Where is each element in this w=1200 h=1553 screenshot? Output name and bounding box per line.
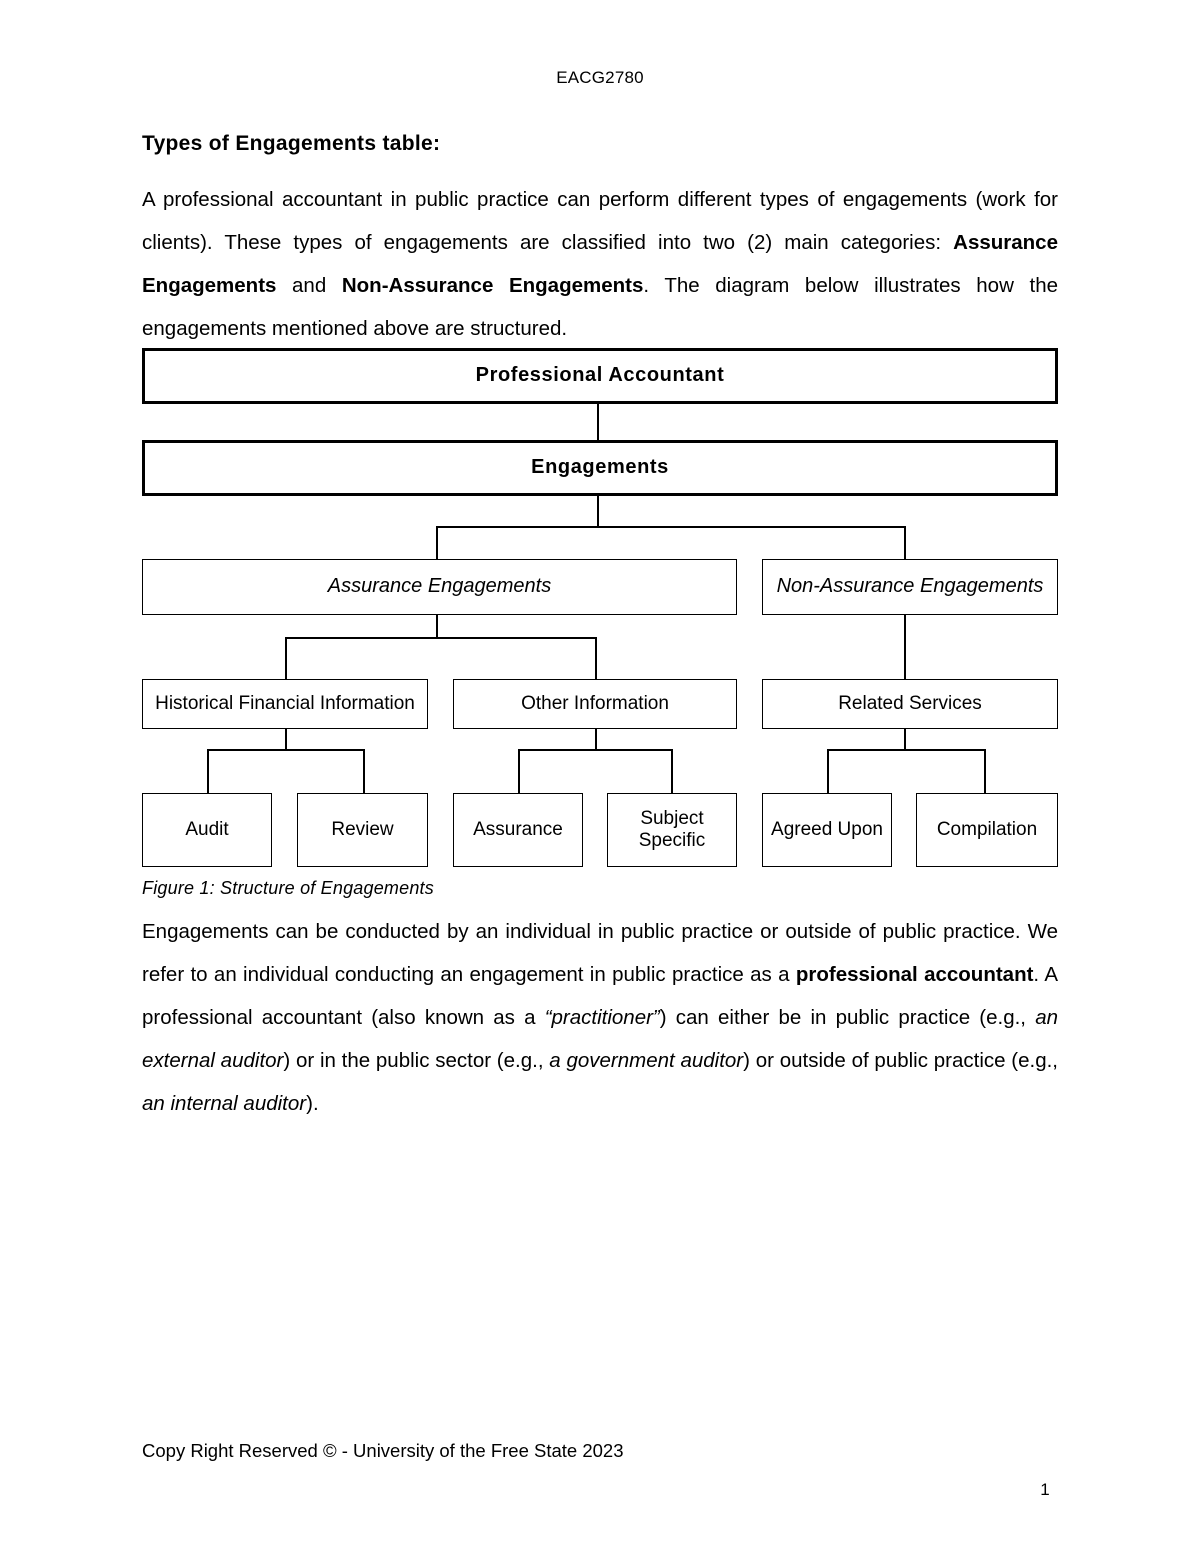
edge-assurance-split-bar: [285, 637, 597, 639]
page-number: 1: [1040, 1480, 1050, 1499]
node-non-assurance-engagements-label: Non-Assurance Engagements: [776, 575, 1044, 598]
node-professional-accountant[interactable]: [142, 348, 1058, 404]
intro-text-2: and: [276, 274, 342, 297]
internal-auditor-italic: an internal auditor: [142, 1092, 307, 1115]
node-engagements[interactable]: [142, 440, 1058, 496]
intro-text-block: [142, 132, 1058, 350]
edge-to-audit: [207, 749, 209, 793]
node-professional-accountant-label: Professional Accountant: [475, 364, 725, 387]
node-historical-financial-information-label: Historical Financial Information: [155, 692, 415, 714]
node-assurance[interactable]: [453, 793, 583, 867]
closing-text-6: ).: [306, 1092, 319, 1115]
edge-to-assurance-leaf: [518, 749, 520, 793]
closing-text-2: . A professional accountant (also known as a: [142, 963, 1058, 1029]
node-review-label: Review: [331, 818, 394, 840]
node-agreed-upon-label: Agreed Upon: [771, 818, 883, 840]
edge-assurance-stem: [436, 615, 438, 639]
node-subject-specific-label: Subject Specific: [638, 807, 706, 851]
closing-text-1: Engagements can be conducted by an individual in public practice or outside of public practice. We refer to an individual conducting an engagement in public practice as a: [142, 920, 1058, 986]
page-title: Types of Engagements table:: [142, 132, 441, 155]
external-auditor-italic: an external auditor: [142, 1006, 1058, 1072]
closing-text-block: [142, 910, 1058, 1125]
government-auditor-italic: a government auditor: [549, 1049, 744, 1072]
edge-other-information-stem: [595, 729, 597, 751]
edge-other-information-split-bar: [518, 749, 673, 751]
node-related-services[interactable]: [762, 679, 1058, 729]
closing-paragraph: [142, 910, 1058, 1125]
node-compilation[interactable]: [916, 793, 1058, 867]
edge-non-assurance-to-related-services: [904, 615, 906, 679]
figure-caption: Figure 1: Structure of Engagements: [142, 878, 434, 898]
node-assurance-engagements-label: Assurance Engagements: [327, 575, 552, 598]
edge-to-review: [363, 749, 365, 793]
closing-text-3: ) can either be in public practice (e.g.,: [659, 1006, 1036, 1029]
node-historical-financial-information[interactable]: [142, 679, 428, 729]
closing-text-5: ) or outside of public practice (e.g.,: [743, 1049, 1058, 1072]
node-non-assurance-engagements[interactable]: [762, 559, 1058, 615]
node-other-information[interactable]: [453, 679, 737, 729]
edge-pa-to-engagements: [597, 404, 599, 440]
node-other-information-label: Other Information: [521, 692, 669, 714]
practitioner-italic: “practitioner”: [544, 1006, 660, 1029]
node-engagements-label: Engagements: [531, 456, 669, 479]
assurance-engagements-bold: Assurance Engagements: [142, 231, 1058, 297]
node-audit-label: Audit: [185, 818, 229, 840]
org-chart: [142, 348, 1058, 868]
edge-hfi-stem: [285, 729, 287, 751]
edge-related-services-split-bar: [827, 749, 986, 751]
closing-text-4: ) or in the public sector (e.g.,: [283, 1049, 550, 1072]
node-assurance-label: Assurance: [473, 818, 563, 840]
node-compilation-label: Compilation: [936, 818, 1038, 840]
figure-structure-of-engagements: [0, 348, 1200, 878]
intro-text-1: A professional accountant in public practice can perform different types of engagements (work for clients). These types of engagements are classified into two (2) main categories:: [142, 188, 1058, 254]
intro-paragraph: [142, 178, 1058, 350]
node-subject-specific[interactable]: [607, 793, 737, 867]
edge-to-historical-financial-information: [285, 637, 287, 679]
edge-hfi-split-bar: [207, 749, 363, 751]
edge-engagements-split-bar: [436, 526, 906, 528]
edge-engagements-stem: [597, 496, 599, 528]
course-code: EACG2780: [556, 68, 644, 87]
edge-related-services-stem: [904, 729, 906, 751]
edge-to-agreed-upon: [827, 749, 829, 793]
node-related-services-label: Related Services: [838, 692, 982, 714]
edge-to-compilation: [984, 749, 986, 793]
edge-to-subject-specific: [671, 749, 673, 793]
node-assurance-engagements[interactable]: [142, 559, 737, 615]
node-review[interactable]: [297, 793, 428, 867]
non-assurance-engagements-bold: Non-Assurance Engagements: [341, 274, 644, 297]
node-agreed-upon[interactable]: [762, 793, 892, 867]
node-audit[interactable]: [142, 793, 272, 867]
edge-to-other-information: [595, 637, 597, 679]
copyright-notice: Copy Right Reserved © - University of the Free State 2023: [142, 1440, 624, 1461]
running-header: [0, 68, 1200, 88]
intro-text-3: . The diagram below illustrates how the engagements mentioned above are structured.: [142, 274, 1058, 340]
professional-accountant-bold: professional accountant: [795, 963, 1034, 986]
edge-to-non-assurance: [904, 526, 906, 559]
edge-to-assurance: [436, 526, 438, 559]
